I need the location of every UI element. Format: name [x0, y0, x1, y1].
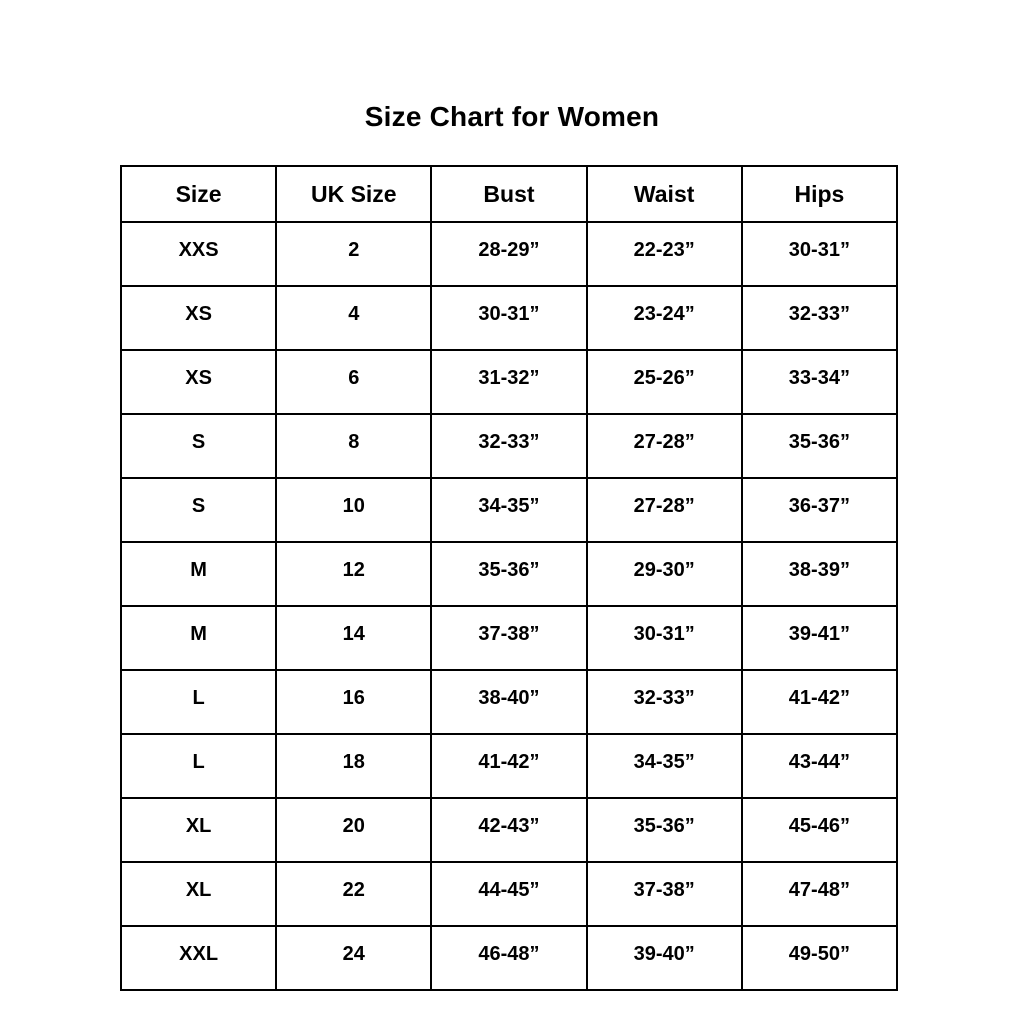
size-chart-table [120, 165, 898, 991]
column-header-bust: Bust [431, 166, 586, 222]
table-cell: 38-39” [742, 542, 897, 606]
table-cell: 44-45” [431, 862, 586, 926]
table-cell: 2 [276, 222, 431, 286]
table-cell: 39-41” [742, 606, 897, 670]
table-cell: XL [121, 862, 276, 926]
table-cell: L [121, 670, 276, 734]
table-cell: 41-42” [431, 734, 586, 798]
table-cell: 16 [276, 670, 431, 734]
table-cell: 39-40” [587, 926, 742, 990]
table-cell: 20 [276, 798, 431, 862]
table-row [121, 670, 897, 734]
table-cell: 14 [276, 606, 431, 670]
table-cell: 47-48” [742, 862, 897, 926]
table-cell: 18 [276, 734, 431, 798]
header-row [121, 166, 897, 222]
table-cell: S [121, 478, 276, 542]
table-cell: 38-40” [431, 670, 586, 734]
table-cell: M [121, 606, 276, 670]
table-cell: 24 [276, 926, 431, 990]
table-cell: 30-31” [431, 286, 586, 350]
table-cell: 49-50” [742, 926, 897, 990]
table-cell: 41-42” [742, 670, 897, 734]
table-cell: M [121, 542, 276, 606]
table-row [121, 606, 897, 670]
table-cell: 35-36” [742, 414, 897, 478]
table-row [121, 286, 897, 350]
table-cell: 37-38” [587, 862, 742, 926]
table-cell: XXS [121, 222, 276, 286]
table-cell: 8 [276, 414, 431, 478]
table-cell: 42-43” [431, 798, 586, 862]
table-cell: 31-32” [431, 350, 586, 414]
table-cell: 36-37” [742, 478, 897, 542]
column-header-waist: Waist [587, 166, 742, 222]
table-cell: 10 [276, 478, 431, 542]
table-cell: 34-35” [587, 734, 742, 798]
table-cell: 46-48” [431, 926, 586, 990]
column-header-uk-size: UK Size [276, 166, 431, 222]
table-row [121, 798, 897, 862]
column-header-hips: Hips [742, 166, 897, 222]
column-header-size: Size [121, 166, 276, 222]
table-cell: 32-33” [742, 286, 897, 350]
table-cell: 35-36” [587, 798, 742, 862]
table-cell: S [121, 414, 276, 478]
table-row [121, 734, 897, 798]
table-cell: 30-31” [742, 222, 897, 286]
table-cell: 34-35” [431, 478, 586, 542]
table-cell: 35-36” [431, 542, 586, 606]
table-cell: 37-38” [431, 606, 586, 670]
table-row [121, 350, 897, 414]
table-cell: XS [121, 286, 276, 350]
table-row [121, 542, 897, 606]
table-cell: 43-44” [742, 734, 897, 798]
table-cell: 27-28” [587, 478, 742, 542]
table-row [121, 222, 897, 286]
table-row [121, 478, 897, 542]
table-cell: 22-23” [587, 222, 742, 286]
table-cell: 33-34” [742, 350, 897, 414]
table-cell: 22 [276, 862, 431, 926]
table-header [121, 166, 897, 222]
table-cell: 29-30” [587, 542, 742, 606]
table-row [121, 414, 897, 478]
table-cell: XS [121, 350, 276, 414]
table-cell: 27-28” [587, 414, 742, 478]
table-body [121, 222, 897, 990]
table-cell: 23-24” [587, 286, 742, 350]
table-row [121, 862, 897, 926]
table-cell: 30-31” [587, 606, 742, 670]
table-cell: XL [121, 798, 276, 862]
table-cell: 28-29” [431, 222, 586, 286]
table-cell: 32-33” [431, 414, 586, 478]
table-cell: XXL [121, 926, 276, 990]
table-cell: L [121, 734, 276, 798]
table-cell: 6 [276, 350, 431, 414]
table-cell: 12 [276, 542, 431, 606]
table-cell: 4 [276, 286, 431, 350]
table-cell: 25-26” [587, 350, 742, 414]
table-row [121, 926, 897, 990]
page-title: Size Chart for Women [364, 101, 660, 132]
table-cell: 45-46” [742, 798, 897, 862]
table-cell: 32-33” [587, 670, 742, 734]
